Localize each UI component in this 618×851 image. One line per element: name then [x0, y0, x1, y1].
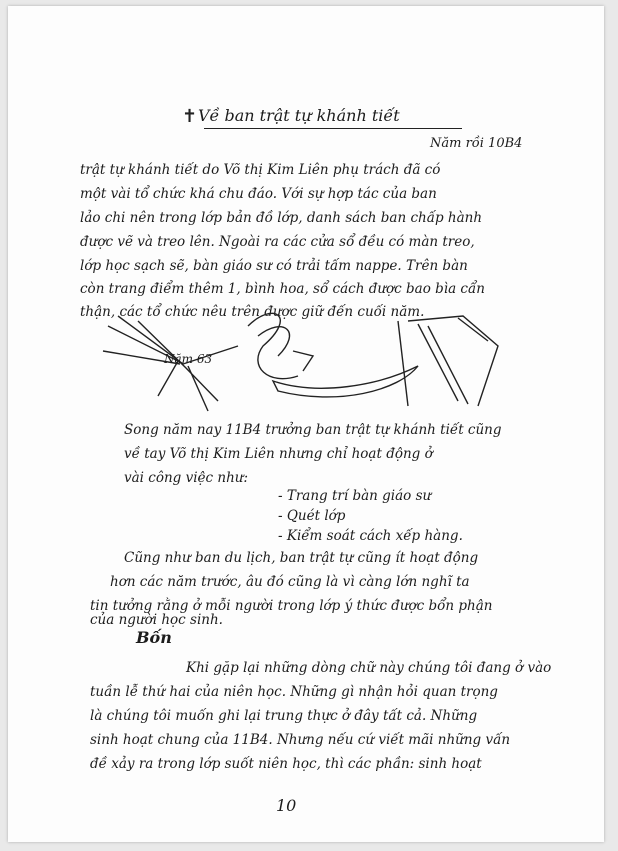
notebook-page — [8, 6, 604, 842]
text-line: vài công việc như: — [124, 470, 249, 486]
class-label: Năm rồi 10B4 — [430, 136, 523, 151]
text-line: lảo chi nên trong lớp bản đồ lớp, danh sách ban chấp hành — [80, 210, 483, 226]
sketch-label: Năm 63 — [164, 352, 213, 366]
text-line: sinh hoạt chung của 11B4. Nhưng nếu cứ viết mãi những vấn — [90, 732, 511, 748]
text-line: được vẽ và treo lên. Ngoài ra các cửa sổ đều có màn treo, — [80, 234, 475, 250]
text-line: Cũng như ban du lịch, ban trật tự cũng ít hoạt động — [124, 550, 479, 566]
cross-mark-icon: ✝ — [182, 106, 198, 127]
page-number: 10 — [276, 796, 297, 815]
list-item: - Kiểm soát cách xếp hàng. — [278, 528, 463, 544]
text-line: một vài tổ chức khá chu đáo. Với sự hợp tác của ban — [80, 186, 437, 202]
text-line: còn trang điểm thêm 1, bình hoa, sổ cách được bao bìa cẩn — [80, 281, 485, 297]
text-line: lớp học sạch sẽ, bàn giáo sư có trải tấm nappe. Trên bàn — [80, 258, 468, 274]
text-line: tin tưởng rằng ở mỗi người trong lớp ý thức được bổn phận — [90, 598, 493, 614]
title-underline — [204, 128, 462, 129]
list-item: - Trang trí bàn giáo sư — [278, 488, 432, 504]
text-line: hơn các năm trước, âu đó cũng là vì càng lớn nghĩ ta — [110, 574, 470, 590]
text-line: là chúng tôi muốn ghi lại trung thực ở đây tất cả. Những — [90, 708, 478, 724]
text-line: về tay Võ thị Kim Liên nhưng chỉ hoạt động ở — [124, 446, 433, 462]
list-item: - Quét lớp — [278, 508, 346, 524]
text-line: Khi gặp lại những dòng chữ này chúng tôi đang ở vào — [186, 660, 552, 676]
signature: Bốn — [136, 628, 172, 647]
page-title: Về ban trật tự khánh tiết — [198, 106, 400, 125]
text-line: tuần lễ thứ hai của niên học. Những gì nhận hỏi quan trọng — [90, 684, 498, 700]
text-line: trật tự khánh tiết do Võ thị Kim Liên phụ trách đã có — [80, 162, 441, 178]
text-line: thận, các tổ chức nêu trên được giữ đến cuối năm. — [80, 304, 425, 320]
text-line: của người học sinh. — [90, 612, 223, 628]
text-line: đề xảy ra trong lớp suốt niên học, thì các phần: sinh hoạt — [90, 756, 482, 772]
text-line: Song năm nay 11B4 trưởng ban trật tự khánh tiết cũng — [124, 422, 502, 438]
